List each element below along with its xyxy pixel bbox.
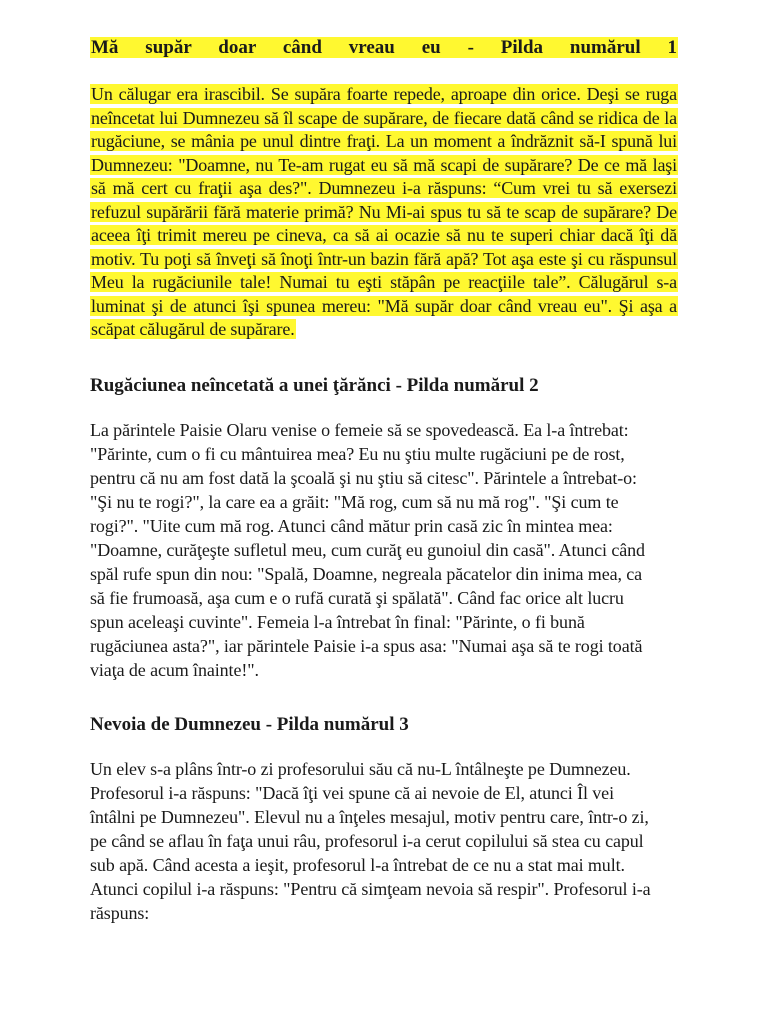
story-1-title-highlight: Mă supăr doar când vreau eu - Pilda numărul 1 bbox=[91, 37, 677, 58]
story-3-title: Nevoia de Dumnezeu - Pilda numărul 3 bbox=[90, 713, 409, 735]
story-1-text-highlight: Un călugar era irascibil. Se supăra foarte repede, aproape din orice. Deşi se ruga neîncetat lui Dumnezeu să îl scape de supărare, de fiecare dată când se ridica de la rugăciune, se mânia pe unul dintre fraţi. La un moment a îndrăznit să-I spună lui Dumnezeu: "Doamne, nu Te-am rugat eu să mă scapi de supărare? De ce mă laşi să mă cert cu fraţii aşa des?". Dumnezeu i-a răspuns: “Cum vrei tu să exersezi refuzul supărării fără materie primă? Nu Mi-ai spus tu să te scap de supărare? De aceea îţi trimit mereu pe cineva, ca să ai ocazie să nu te superi chiar dacă îţi dă motiv. Tu poţi să înveţi să înoţi într-un bazin fără apă? Tot aşa este şi cu răspunsul Meu la rugăciunile tale! Numai tu eşti stăpân pe reacţiile tale”. Călugărul s-a luminat şi de atunci îşi spunea mereu: "Mă supăr doar când vreau eu". Şi aşa a scăpat călugărul de supărare. bbox=[91, 84, 677, 339]
story-1-paragraph bbox=[90, 83, 678, 342]
story-2-paragraph: La părintele Paisie Olaru venise o femeie să se spovedească. Ea l-a întrebat: "Părinte, cum o fi cu mântuirea mea? Eu nu ştiu multe rugăciuni pe de rost, pentru că nu am fost dată la şcoală şi nu ştiu să citesc". Părintele a întrebat-o: "Şi nu te rogi?", la care ea a grăit: "Mă rog, cum să nu mă rog". "Şi cum te rogi?". "Uite cum mă rog. Atunci când mătur prin casă zic în mintea mea: "Doamne, curăţeşte sufletul meu, cum curăţ eu gunoiul din casă". Atunci când spăl rufe spun din nou: "Spală, Doamne, negreala păcatelor din inima mea, ca să fie frumoasă, aşa cum e o rufă curată şi spălată". Când fac orice alt lucru spun aceleaşi cuvinte". Femeia l-a întrebat în final: "Părinte, o fi bună rugăciunea asta?", iar părintele Paisie i-a spus asa: "Numai aşa să te rogi toată viaţa de acum înainte!". bbox=[90, 419, 645, 680]
document-page bbox=[90, 35, 678, 925]
story-3-paragraph: Un elev s-a plâns într-o zi profesorului său că nu-L întâlneşte pe Dumnezeu. Profesorul i-a răspuns: "Dacă îţi vei spune că ai nevoie de El, atunci Îl vei întâlni pe Dumnezeu". Elevul nu a înţeles mesajul, motiv pentru care, într-o zi, pe când se aflau în faţa unui râu, profesorul i-a cerut copilului să stea cu capul sub apă. Când acesta a ieşit, profesorul l-a întrebat de ce nu a stat mai mult. Atunci copilul i-a răspuns: "Pentru că simţeam nevoia să respir". Profesorul i-a răspuns: bbox=[90, 758, 651, 923]
story-2-title: Rugăciunea neîncetată a unei ţărănci - Pilda numărul 2 bbox=[90, 374, 539, 396]
story-1-title bbox=[90, 35, 678, 61]
